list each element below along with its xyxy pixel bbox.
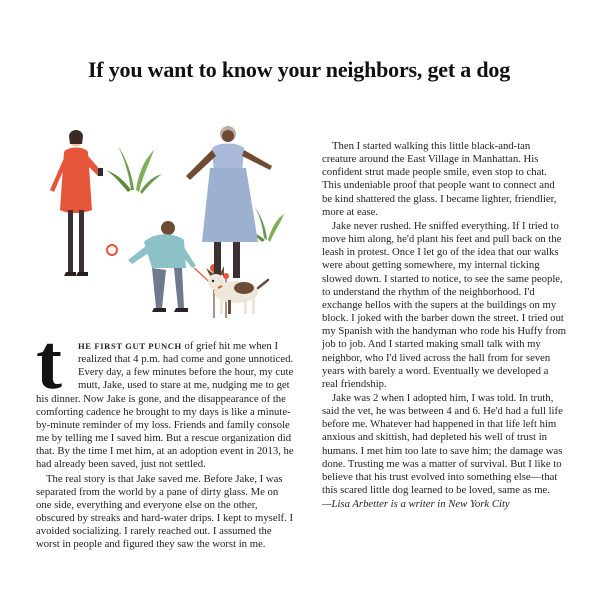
article-paragraph: Jake was 2 when I adopted him, I was told. In truth, said the vet, he was between 4 and 6. He'd had a full life before me. Whatever had happened in that life left him anxious and skittish, had depleted his well of trust in humans. I met him too late to save him; the damage was done. Trusting me was a matter of survival. But I like to believe that his trust evolved into something else—that this scared little dog learned to be loved, same as me. [322, 391, 563, 497]
paragraph-text: of grief hit me when I realized that 4 p.m. had come and gone unnoticed. Every day, a few minutes before the hour, my cute mutt, Jake, used to stare at me, nudging me to get his dinner. Now Jake is gone, and the disappearance of the comforting cadence he brought to my days is like a minute-by-minute reminder of my loss. Friends and family console me by telling me I saved him. But a rescue organization did that. By the time I met him, at an adoption event in 2013, he had already been saved, just not settled. [36, 340, 294, 471]
neighbors-dog-illustration [36, 118, 292, 323]
woman-in-apron-icon [186, 126, 272, 278]
article-paragraph: The real story is that Jake saved me. Before Jake, I was separated from the world by a pane of dirty glass. Me on one side, everything and everyone else on the other, obscured by streaks and hard-water drips. I kept to myself. I avoided socializing. I rarely reached out. I assumed the worst in people and figured they saw the worst in me. [36, 472, 294, 551]
article-paragraph [36, 318, 294, 472]
article-column-left [36, 318, 294, 552]
ball-icon [107, 245, 117, 255]
article-headline: If you want to know your neighbors, get a dog [87, 57, 511, 82]
drop-cap: t [36, 318, 62, 405]
author-byline: —Lisa Arbetter is a writer in New York City [322, 498, 510, 511]
article-paragraph: Then I started walking this little black-and-tan creature around the East Village in Manhattan. His confident strut made people smile, even stop to chat. This undeniable proof that people want to connect and be kind shattered the glass. I became lighter, friendlier, more at ease. [322, 140, 557, 218]
lead-in: HE FIRST GUT PUNCH [78, 341, 182, 351]
man-walking-dog-icon [128, 221, 196, 312]
plant-icon [106, 146, 162, 194]
article-column-right [322, 140, 567, 511]
woman-with-phone-icon [50, 130, 103, 276]
article-paragraph: Jake never rushed. He sniffed everything. If I tried to move him along, he'd plant his feet and pull back on the leash in protest. Once I let go of the idea that our walks were about getting somewhere, my internal ticking slowed down. I started to notice, to see the same people, to understand the rhythm of the neighborhood. I'd exchange hellos with the supers at the buildings on my block. I joked with the barber down the street. I tried out my Spanish with the handyman who rode his Huffy from job to job. And I started making small talk with my neighbor, who I'd lived across the hall from for seven years with barely a word. Eventually we developed a real friendship. [322, 219, 567, 390]
